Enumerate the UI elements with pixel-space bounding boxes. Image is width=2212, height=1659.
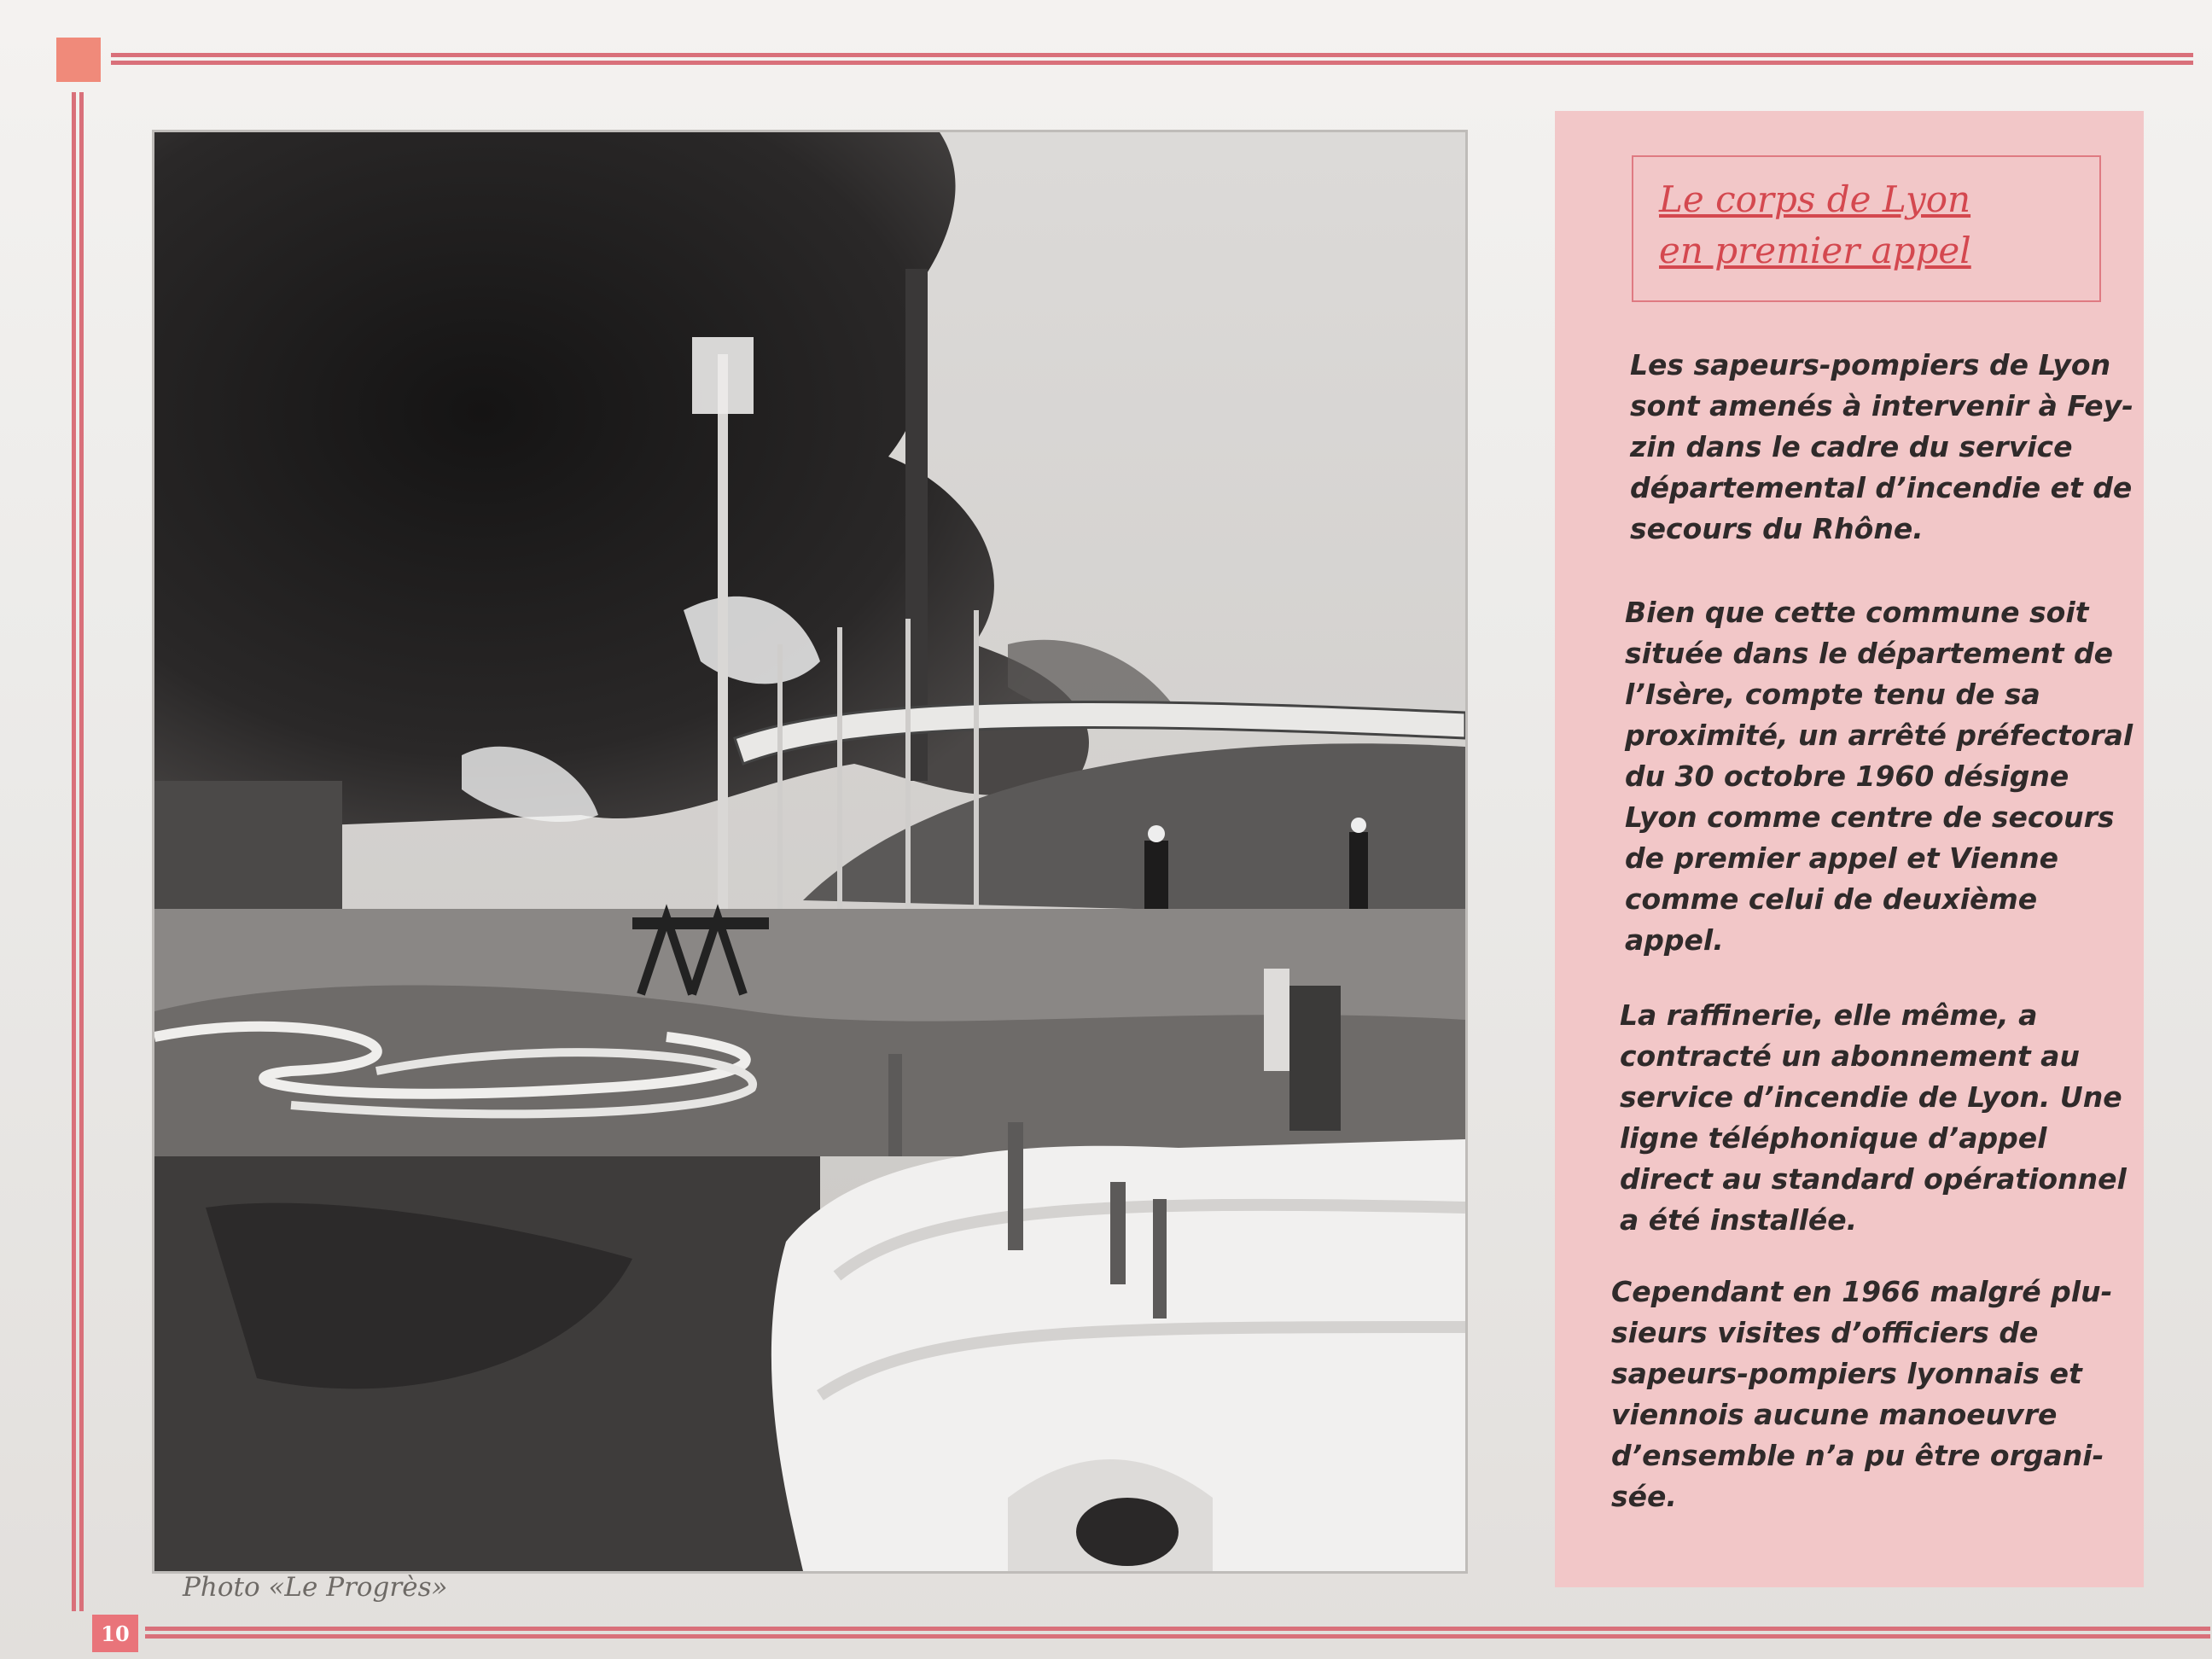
text-line: secours du Rhône. [1630, 512, 1924, 545]
text-line: contracté un abonnement au [1620, 1039, 2080, 1073]
text-line: Lyon comme centre de secours [1625, 800, 2115, 834]
paragraph-4 [1611, 1272, 2113, 1517]
text-line: située dans le département de [1625, 637, 2114, 670]
text-line: a été installée. [1620, 1203, 1858, 1237]
text-line: appel. [1625, 923, 1724, 957]
text-line: La raffinerie, elle même, a [1620, 998, 2038, 1032]
text-line: départemental d’incendie et de [1630, 471, 2133, 504]
text-line: sont amenés à intervenir à Fey- [1630, 389, 2133, 422]
photo-illustration [154, 132, 1465, 1571]
page-number: 10 [92, 1615, 138, 1652]
text-line: Bien que cette commune soit [1625, 596, 2089, 629]
paragraph-3 [1620, 995, 2127, 1241]
text-line: viennois aucune manoeuvre [1611, 1398, 2058, 1431]
text-line: d’ensemble n’a pu être organi- [1611, 1439, 2104, 1472]
text-line: zin dans le cadre du service [1630, 430, 2073, 463]
text-line: sée. [1611, 1480, 1677, 1513]
text-line: de premier appel et Vienne [1625, 841, 2058, 875]
sidebar-title-line-2: en premier appel [1659, 230, 1971, 271]
text-line: du 30 octobre 1960 désigne [1625, 760, 2069, 793]
text-line: l’Isère, compte tenu de sa [1625, 678, 2040, 711]
text-line: Les sapeurs-pompiers de Lyon [1630, 348, 2111, 381]
text-line: direct au standard opérationnel [1620, 1162, 2127, 1196]
text-line: sapeurs-pompiers lyonnais et [1611, 1357, 2082, 1390]
left-border-rule [72, 92, 84, 1611]
text-line: proximité, un arrêté préfectoral [1625, 719, 2133, 752]
text-line: sieurs visites d’officiers de [1611, 1316, 2039, 1349]
bottom-border-rule [145, 1627, 2210, 1639]
text-line: Cependant en 1966 malgré plu- [1611, 1275, 2113, 1308]
paragraph-1 [1630, 345, 2133, 550]
text-line: ligne téléphonique d’appel [1620, 1121, 2047, 1155]
text-line: comme celui de deuxième [1625, 882, 2038, 916]
top-border-rule [111, 53, 2193, 65]
corner-square-decoration [56, 38, 101, 82]
text-line: service d’incendie de Lyon. Une [1620, 1080, 2122, 1114]
paragraph-2 [1625, 592, 2133, 961]
sidebar-title-line-1: Le corps de Lyon [1659, 178, 1971, 220]
sidebar-title-box [1632, 155, 2101, 302]
photo-credit: Photo «Le Progrès» [183, 1572, 448, 1603]
refinery-fire-photo [152, 130, 1468, 1574]
